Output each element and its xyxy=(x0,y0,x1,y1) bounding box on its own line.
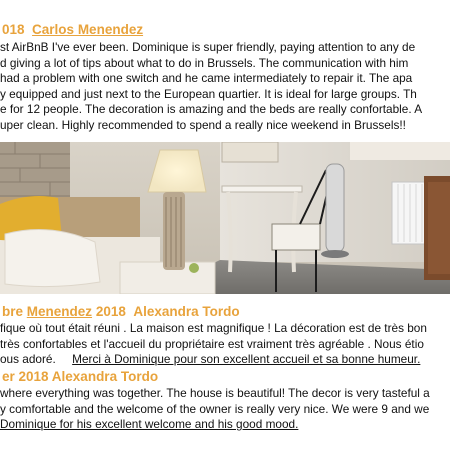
review-line: très confortables et l'accueil du propriétaire est vraiment très agréable . Nous étio xyxy=(0,336,424,351)
review-date: 018 xyxy=(2,22,25,37)
review-year: 2018 xyxy=(95,304,126,319)
review-date-prefix: bre xyxy=(2,304,24,319)
review-line: fique où tout était réuni . La maison est magnifique ! La décoration est de très bon xyxy=(0,321,427,335)
thanks-sentence: Merci à Dominique pour son excellent accueil et sa bonne humeur. xyxy=(72,352,421,366)
review-line: where everything was together. The house is beautiful! The decor is very tasteful a xyxy=(0,386,430,400)
review-text xyxy=(0,321,450,368)
review-heading: er 2018 Alexandra Tordo xyxy=(2,369,159,384)
review-heading xyxy=(2,22,143,38)
review-line xyxy=(0,352,450,368)
thanks-sentence: Dominique for his excellent welcome and his good mood. xyxy=(0,417,299,431)
host-name: Menendez xyxy=(26,304,93,319)
room-photo xyxy=(0,142,450,294)
review-line: had a problem with one switch and he came intermediately to repair it. The apa xyxy=(0,71,413,85)
review-line: e for 12 people. The decoration is amazing and the beds are really confortable. A xyxy=(0,102,423,116)
reviewer-name: Carlos Menendez xyxy=(32,22,144,37)
review-line: y equipped and just next to the European quartier. It is ideal for large groups. Th xyxy=(0,86,417,101)
review-line: d giving a lot of tips about what to do in Brussels. The communication with him xyxy=(0,55,409,70)
review-line: y comfortable and the welcome of the owner is really very nice. We were 9 and we xyxy=(0,401,430,416)
review-text xyxy=(0,40,450,133)
reviewer-name: Alexandra Tordo xyxy=(133,304,240,319)
review-line: st AirBnB I've ever been. Dominique is super friendly, paying attention to any de xyxy=(0,40,416,54)
review-line-start: ous adoré. xyxy=(0,352,56,366)
review-line xyxy=(0,417,450,433)
review-text xyxy=(0,386,450,433)
review-line: uper clean. Highly recommended to spend a really nice weekend in Brussels!! xyxy=(0,117,406,132)
review-heading xyxy=(2,304,240,320)
